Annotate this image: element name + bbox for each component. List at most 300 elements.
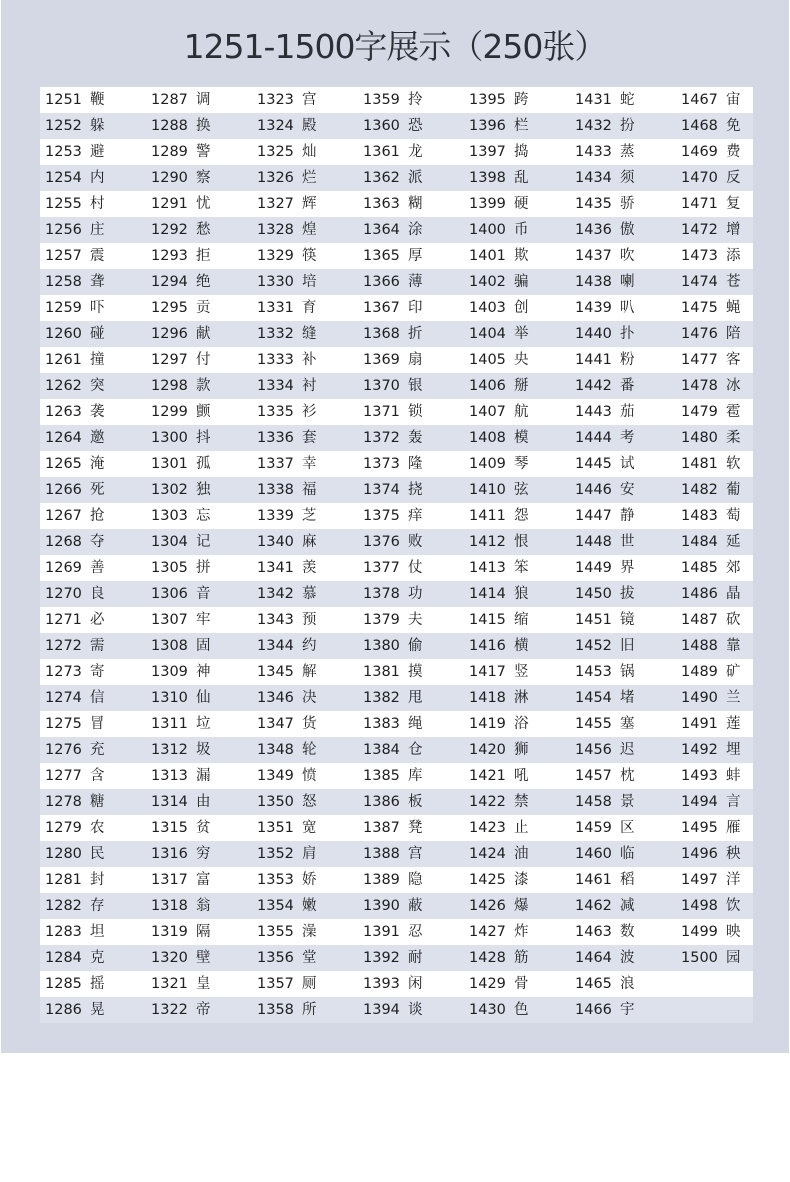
char-glyph: 神 xyxy=(196,664,211,680)
char-entry xyxy=(570,633,676,659)
char-glyph: 库 xyxy=(408,768,423,784)
char-glyph: 羡 xyxy=(302,560,317,576)
char-glyph: 垃 xyxy=(196,716,211,732)
char-glyph: 旧 xyxy=(620,638,635,654)
char-number: 1362 xyxy=(363,170,400,186)
char-glyph: 试 xyxy=(620,456,635,472)
char-number: 1340 xyxy=(257,534,294,550)
char-glyph: 慕 xyxy=(302,586,317,602)
char-entry xyxy=(570,711,676,737)
table-row xyxy=(40,893,753,919)
char-number: 1448 xyxy=(575,534,612,550)
char-number: 1490 xyxy=(681,690,718,706)
table-row xyxy=(40,503,753,529)
char-number: 1476 xyxy=(681,326,718,342)
char-entry xyxy=(358,997,464,1023)
char-entry xyxy=(252,841,358,867)
char-number: 1275 xyxy=(45,716,82,732)
char-number: 1454 xyxy=(575,690,612,706)
char-entry xyxy=(146,373,252,399)
char-glyph: 由 xyxy=(196,794,211,810)
char-entry xyxy=(40,243,146,269)
char-glyph: 扮 xyxy=(620,118,635,134)
char-glyph: 粉 xyxy=(620,352,635,368)
char-glyph: 淹 xyxy=(90,456,105,472)
char-glyph: 冰 xyxy=(726,378,741,394)
char-entry xyxy=(40,321,146,347)
char-number: 1396 xyxy=(469,118,506,134)
char-glyph: 摸 xyxy=(408,664,423,680)
table-row xyxy=(40,529,753,555)
char-glyph: 澡 xyxy=(302,924,317,940)
char-number: 1393 xyxy=(363,976,400,992)
char-glyph: 套 xyxy=(302,430,317,446)
char-number: 1318 xyxy=(151,898,188,914)
char-number: 1353 xyxy=(257,872,294,888)
char-glyph: 献 xyxy=(196,326,211,342)
char-number: 1470 xyxy=(681,170,718,186)
char-entry xyxy=(252,295,358,321)
char-entry xyxy=(570,789,676,815)
char-entry xyxy=(146,841,252,867)
char-number: 1464 xyxy=(575,950,612,966)
char-entry xyxy=(570,217,676,243)
char-number: 1425 xyxy=(469,872,506,888)
char-glyph: 调 xyxy=(196,92,211,108)
char-number: 1377 xyxy=(363,560,400,576)
char-number: 1475 xyxy=(681,300,718,316)
char-glyph: 功 xyxy=(408,586,423,602)
char-glyph: 宫 xyxy=(302,92,317,108)
char-number: 1310 xyxy=(151,690,188,706)
char-glyph: 爆 xyxy=(514,898,529,914)
char-number: 1411 xyxy=(469,508,506,524)
char-glyph: 所 xyxy=(302,1002,317,1018)
char-glyph: 预 xyxy=(302,612,317,628)
char-entry xyxy=(40,789,146,815)
char-number: 1320 xyxy=(151,950,188,966)
char-glyph: 举 xyxy=(514,326,529,342)
char-glyph: 麻 xyxy=(302,534,317,550)
char-number: 1479 xyxy=(681,404,718,420)
char-entry xyxy=(570,945,676,971)
char-entry xyxy=(464,919,570,945)
char-entry xyxy=(676,269,753,295)
table-row xyxy=(40,945,753,971)
char-number: 1338 xyxy=(257,482,294,498)
char-glyph: 充 xyxy=(90,742,105,758)
char-number: 1252 xyxy=(45,118,82,134)
char-number: 1477 xyxy=(681,352,718,368)
char-glyph: 翁 xyxy=(196,898,211,914)
char-number: 1391 xyxy=(363,924,400,940)
char-entry xyxy=(358,633,464,659)
char-glyph: 鞭 xyxy=(90,92,105,108)
char-number: 1495 xyxy=(681,820,718,836)
char-number: 1326 xyxy=(257,170,294,186)
table-row xyxy=(40,321,753,347)
char-number: 1364 xyxy=(363,222,400,238)
char-entry xyxy=(252,191,358,217)
char-glyph: 靠 xyxy=(726,638,741,654)
char-entry xyxy=(146,217,252,243)
char-glyph: 乱 xyxy=(514,170,529,186)
char-number: 1471 xyxy=(681,196,718,212)
char-number: 1390 xyxy=(363,898,400,914)
char-glyph: 油 xyxy=(514,846,529,862)
char-number: 1437 xyxy=(575,248,612,264)
char-number: 1463 xyxy=(575,924,612,940)
char-entry xyxy=(570,477,676,503)
char-entry xyxy=(146,477,252,503)
char-number: 1263 xyxy=(45,404,82,420)
char-number: 1339 xyxy=(257,508,294,524)
char-glyph: 烂 xyxy=(302,170,317,186)
char-entry xyxy=(358,971,464,997)
char-entry xyxy=(464,841,570,867)
char-entry xyxy=(570,113,676,139)
char-entry xyxy=(676,373,753,399)
char-entry xyxy=(146,763,252,789)
char-number: 1394 xyxy=(363,1002,400,1018)
char-entry xyxy=(676,867,753,893)
char-entry xyxy=(40,607,146,633)
char-number: 1311 xyxy=(151,716,188,732)
char-glyph: 稻 xyxy=(620,872,635,888)
char-glyph: 躲 xyxy=(90,118,105,134)
char-entry xyxy=(146,867,252,893)
table-row xyxy=(40,737,753,763)
table-row xyxy=(40,451,753,477)
char-entry xyxy=(464,997,570,1023)
char-entry xyxy=(146,893,252,919)
char-glyph: 撞 xyxy=(90,352,105,368)
char-entry xyxy=(464,217,570,243)
char-entry xyxy=(252,347,358,373)
char-entry xyxy=(146,529,252,555)
char-number: 1352 xyxy=(257,846,294,862)
char-entry xyxy=(146,789,252,815)
char-entry xyxy=(252,737,358,763)
char-entry xyxy=(40,269,146,295)
char-glyph: 宽 xyxy=(302,820,317,836)
char-glyph: 骗 xyxy=(514,274,529,290)
char-entry xyxy=(40,165,146,191)
char-number: 1287 xyxy=(151,92,188,108)
char-glyph: 锅 xyxy=(620,664,635,680)
char-glyph: 避 xyxy=(90,144,105,160)
char-glyph: 耐 xyxy=(408,950,423,966)
char-number: 1491 xyxy=(681,716,718,732)
char-entry xyxy=(358,945,464,971)
char-number: 1466 xyxy=(575,1002,612,1018)
char-entry xyxy=(358,295,464,321)
char-entry xyxy=(40,295,146,321)
char-glyph: 晶 xyxy=(726,586,741,602)
char-glyph: 秧 xyxy=(726,846,741,862)
char-number: 1429 xyxy=(469,976,506,992)
char-glyph: 迟 xyxy=(620,742,635,758)
char-number: 1284 xyxy=(45,950,82,966)
char-glyph: 拎 xyxy=(408,92,423,108)
char-glyph: 筷 xyxy=(302,248,317,264)
char-number: 1293 xyxy=(151,248,188,264)
char-number: 1457 xyxy=(575,768,612,784)
char-entry xyxy=(146,685,252,711)
char-glyph: 芝 xyxy=(302,508,317,524)
char-number: 1323 xyxy=(257,92,294,108)
char-entry xyxy=(570,763,676,789)
char-entry xyxy=(464,581,570,607)
char-number: 1424 xyxy=(469,846,506,862)
char-entry xyxy=(464,607,570,633)
char-entry xyxy=(40,737,146,763)
char-number: 1417 xyxy=(469,664,506,680)
char-entry xyxy=(676,659,753,685)
char-number: 1436 xyxy=(575,222,612,238)
char-entry xyxy=(358,867,464,893)
char-glyph: 板 xyxy=(408,794,423,810)
char-number: 1301 xyxy=(151,456,188,472)
char-number: 1372 xyxy=(363,430,400,446)
char-entry xyxy=(40,503,146,529)
char-glyph: 宙 xyxy=(726,92,741,108)
char-entry xyxy=(464,295,570,321)
char-number: 1266 xyxy=(45,482,82,498)
char-glyph: 拔 xyxy=(620,586,635,602)
char-glyph: 掰 xyxy=(514,378,529,394)
char-entry xyxy=(252,451,358,477)
char-entry xyxy=(570,295,676,321)
char-glyph: 银 xyxy=(408,378,423,394)
char-number: 1356 xyxy=(257,950,294,966)
char-entry xyxy=(464,893,570,919)
char-glyph: 聋 xyxy=(90,274,105,290)
char-number: 1499 xyxy=(681,924,718,940)
char-glyph: 茄 xyxy=(620,404,635,420)
char-glyph: 创 xyxy=(514,300,529,316)
char-entry xyxy=(146,321,252,347)
char-entry xyxy=(464,113,570,139)
char-glyph: 殿 xyxy=(302,118,317,134)
char-entry xyxy=(146,243,252,269)
char-glyph: 喇 xyxy=(620,274,635,290)
char-entry xyxy=(146,269,252,295)
char-glyph: 农 xyxy=(90,820,105,836)
char-glyph: 跨 xyxy=(514,92,529,108)
char-number: 1462 xyxy=(575,898,612,914)
char-number: 1359 xyxy=(363,92,400,108)
char-number: 1465 xyxy=(575,976,612,992)
char-number: 1368 xyxy=(363,326,400,342)
char-glyph: 灿 xyxy=(302,144,317,160)
char-entry xyxy=(40,477,146,503)
char-number: 1369 xyxy=(363,352,400,368)
char-glyph: 衫 xyxy=(302,404,317,420)
char-entry xyxy=(252,659,358,685)
char-glyph: 仓 xyxy=(408,742,423,758)
char-entry xyxy=(464,477,570,503)
char-entry xyxy=(146,191,252,217)
char-entry xyxy=(358,87,464,113)
char-number: 1458 xyxy=(575,794,612,810)
char-glyph: 镜 xyxy=(620,612,635,628)
char-entry xyxy=(146,633,252,659)
char-entry xyxy=(146,87,252,113)
char-glyph: 富 xyxy=(196,872,211,888)
char-entry xyxy=(570,87,676,113)
char-glyph: 欺 xyxy=(514,248,529,264)
char-number: 1333 xyxy=(257,352,294,368)
char-entry xyxy=(252,555,358,581)
char-entry xyxy=(358,815,464,841)
char-entry xyxy=(252,425,358,451)
char-entry xyxy=(358,581,464,607)
char-number: 1289 xyxy=(151,144,188,160)
char-number: 1260 xyxy=(45,326,82,342)
char-number: 1267 xyxy=(45,508,82,524)
char-entry xyxy=(358,373,464,399)
char-entry xyxy=(570,841,676,867)
char-entry xyxy=(676,945,753,971)
char-glyph: 炸 xyxy=(514,924,529,940)
char-glyph: 轰 xyxy=(408,430,423,446)
char-number: 1280 xyxy=(45,846,82,862)
char-glyph: 怨 xyxy=(514,508,529,524)
char-number: 1379 xyxy=(363,612,400,628)
char-number: 1467 xyxy=(681,92,718,108)
char-number: 1433 xyxy=(575,144,612,160)
char-entry xyxy=(40,87,146,113)
char-entry xyxy=(252,867,358,893)
char-entry xyxy=(676,295,753,321)
table-row xyxy=(40,763,753,789)
char-glyph: 涂 xyxy=(408,222,423,238)
char-number: 1406 xyxy=(469,378,506,394)
char-number: 1459 xyxy=(575,820,612,836)
char-entry xyxy=(358,789,464,815)
char-glyph: 临 xyxy=(620,846,635,862)
char-number: 1345 xyxy=(257,664,294,680)
char-entry xyxy=(676,113,753,139)
char-number: 1253 xyxy=(45,144,82,160)
char-entry xyxy=(146,113,252,139)
char-entry xyxy=(252,997,358,1023)
char-entry xyxy=(146,399,252,425)
char-entry xyxy=(252,373,358,399)
char-glyph: 拼 xyxy=(196,560,211,576)
char-number: 1257 xyxy=(45,248,82,264)
char-entry xyxy=(40,945,146,971)
char-entry xyxy=(358,425,464,451)
char-glyph: 扑 xyxy=(620,326,635,342)
char-number: 1446 xyxy=(575,482,612,498)
char-number: 1472 xyxy=(681,222,718,238)
char-glyph: 添 xyxy=(726,248,741,264)
char-number: 1378 xyxy=(363,586,400,602)
char-number: 1290 xyxy=(151,170,188,186)
char-glyph: 柔 xyxy=(726,430,741,446)
char-entry xyxy=(358,217,464,243)
char-glyph: 叭 xyxy=(620,300,635,316)
char-glyph: 狼 xyxy=(514,586,529,602)
char-number: 1483 xyxy=(681,508,718,524)
char-entry xyxy=(570,373,676,399)
char-number: 1398 xyxy=(469,170,506,186)
char-number: 1487 xyxy=(681,612,718,628)
char-entry xyxy=(570,971,676,997)
char-entry xyxy=(676,711,753,737)
char-glyph: 捣 xyxy=(514,144,529,160)
char-entry xyxy=(358,477,464,503)
char-number: 1420 xyxy=(469,742,506,758)
char-glyph: 内 xyxy=(90,170,105,186)
char-glyph: 败 xyxy=(408,534,423,550)
char-number: 1322 xyxy=(151,1002,188,1018)
table-row xyxy=(40,815,753,841)
char-entry xyxy=(252,503,358,529)
char-number: 1363 xyxy=(363,196,400,212)
char-entry xyxy=(676,529,753,555)
char-number: 1405 xyxy=(469,352,506,368)
char-glyph: 映 xyxy=(726,924,741,940)
char-entry xyxy=(464,685,570,711)
char-glyph: 幸 xyxy=(302,456,317,472)
char-glyph: 震 xyxy=(90,248,105,264)
char-glyph: 绝 xyxy=(196,274,211,290)
char-glyph: 补 xyxy=(302,352,317,368)
char-entry xyxy=(252,139,358,165)
char-entry xyxy=(146,295,252,321)
table-row xyxy=(40,919,753,945)
char-glyph: 辉 xyxy=(302,196,317,212)
char-glyph: 安 xyxy=(620,482,635,498)
char-number: 1456 xyxy=(575,742,612,758)
char-entry xyxy=(570,139,676,165)
char-glyph: 言 xyxy=(726,794,741,810)
char-entry xyxy=(464,165,570,191)
char-number: 1474 xyxy=(681,274,718,290)
char-glyph: 贡 xyxy=(196,300,211,316)
char-glyph: 减 xyxy=(620,898,635,914)
char-number: 1282 xyxy=(45,898,82,914)
char-entry xyxy=(146,919,252,945)
table-row xyxy=(40,425,753,451)
char-entry xyxy=(570,425,676,451)
char-number: 1389 xyxy=(363,872,400,888)
char-entry xyxy=(464,87,570,113)
char-glyph: 砍 xyxy=(726,612,741,628)
char-entry xyxy=(40,191,146,217)
char-entry xyxy=(676,217,753,243)
char-glyph: 派 xyxy=(408,170,423,186)
char-glyph: 冒 xyxy=(90,716,105,732)
char-entry xyxy=(40,633,146,659)
char-number: 1404 xyxy=(469,326,506,342)
char-entry xyxy=(252,685,358,711)
char-entry xyxy=(464,529,570,555)
char-entry xyxy=(252,269,358,295)
char-glyph: 骄 xyxy=(620,196,635,212)
char-number: 1419 xyxy=(469,716,506,732)
table-row xyxy=(40,555,753,581)
char-glyph: 约 xyxy=(302,638,317,654)
char-entry xyxy=(464,737,570,763)
page-title: 1251-1500字展示（250张） xyxy=(183,27,607,66)
char-glyph: 延 xyxy=(726,534,741,550)
char-glyph: 碰 xyxy=(90,326,105,342)
char-number: 1298 xyxy=(151,378,188,394)
